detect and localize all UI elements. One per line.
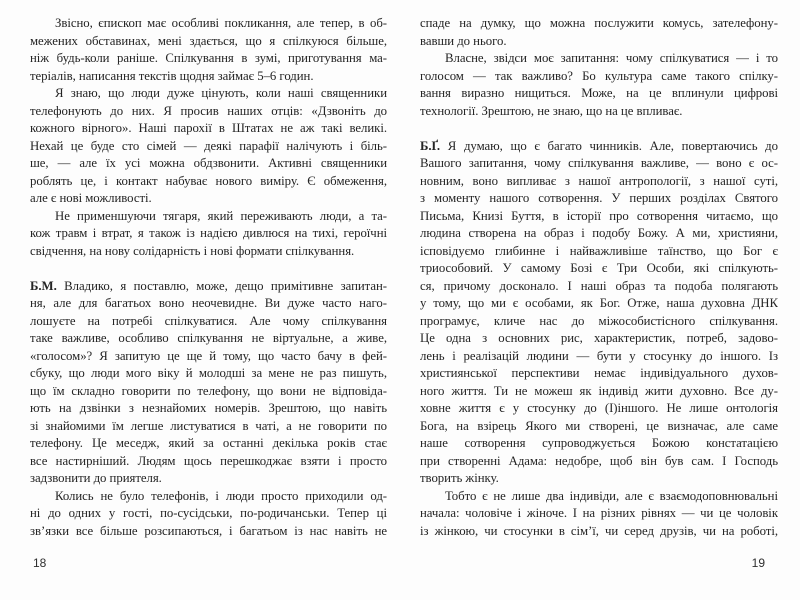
paragraph	[420, 138, 778, 488]
text-line: начала: чоловіче і жіноче. І на різних рівнях — чи це чоловік	[420, 506, 778, 520]
paragraph	[30, 278, 387, 488]
text-line: вання виразно нищиться. Може, на це вплинули цифрові	[420, 86, 778, 100]
page-right-text	[420, 15, 778, 540]
text-line: свідчення, на нову солідарність і нові формати спілкування.	[30, 243, 355, 258]
text-line: з моменту нашого сотворення. У перших розділах Святого	[420, 191, 778, 205]
text-line: ся, причому досконало. І наші образ та подоба полягають	[420, 278, 778, 293]
text-line: ні до одних у гості, по-сусідськи, по-родичанськи. Тепер ці	[30, 506, 387, 520]
speaker-label: Б.М.	[30, 278, 57, 293]
text-line: ніж будь-коли раніше. Спілкування в зумі, приготування ма-	[30, 51, 387, 65]
text-line: програмує, кличе нас до міжособистісного спілкування.	[420, 313, 778, 328]
text-line: але є нові можливості.	[30, 191, 152, 205]
text-line: творить жінку.	[420, 471, 499, 485]
paragraph	[420, 488, 778, 541]
text-line: кож травм і втрат, я також із надією дивлюся на тихі, героїчні	[30, 226, 387, 240]
text-line: Письма, Книзі Буття, в історії про сотворення читаємо, що	[420, 208, 778, 223]
text-line: теріалів, написання текстів щодня займає 5–6 годин.	[30, 68, 314, 83]
text-line: новним, воно випливає з нашої антропології, з нашої суті,	[420, 173, 778, 188]
text-line: роблять це, і контакт набуває нового виміру. Є обмеження,	[30, 173, 387, 188]
text-line: ховне життя є у стосунку до (І)іншого. Не лише онтологія	[420, 401, 778, 415]
paragraph	[30, 208, 387, 261]
text-line: у тому, що ми є особами, як Бог. Отже, наша духовна ДНК	[420, 296, 778, 310]
text-line: християнської перспективи немає індивідуального духов-	[420, 366, 778, 380]
text-line: Б.Ґ. Я думаю, що є багато чинників. Але, повертаючись до	[420, 138, 778, 153]
text-line: ють на дзвінки з незнайомих номерів. Зрештою, що навіть	[30, 401, 387, 415]
speaker-label: Б.Ґ.	[420, 138, 441, 153]
text-line: лень і реалізацій людини — бути у стосунку до іншого. Із	[420, 348, 778, 363]
text-line: ше, — але їх усі можна обдзвонити. Активні священники	[30, 156, 387, 170]
text-line: лошуєте на потребі спілкуватися. Але чому спілкування	[30, 313, 387, 328]
text-line: Вашого запитання, чому спілкування важливе, — воно є ос-	[420, 156, 778, 170]
text-line: Колись не було телефонів, і люди просто приходили од-	[55, 488, 387, 503]
text-line: зі знайомими їм легше листуватися в чаті, а не говорити по	[30, 418, 387, 433]
text-line: Не применшуючи тягаря, який переживають люди, а та-	[55, 208, 387, 223]
text-line: людина створена на образ і подобу Божу. А ми, християни,	[420, 226, 778, 240]
text-line: Нехай це буде сто сімей — деякі парафії налічують і біль-	[30, 138, 387, 153]
page-number-left: 18	[33, 556, 47, 570]
text-line: при створенні Адама: недобре, щоб він був сам. І Господь	[420, 453, 778, 468]
text-line: телефону. Це меседж, який за останні декілька років стає	[30, 436, 387, 450]
page-left	[30, 0, 387, 600]
page-number-right: 19	[751, 556, 765, 570]
paragraph	[420, 50, 778, 120]
text-line: триособовий. У самому Бозі є Три Особи, які спілкують-	[420, 261, 778, 275]
page-right	[420, 0, 778, 600]
text-line: Бога, на взірець Якого ми створені, це визначає, але саме	[420, 418, 778, 433]
text-line: телефонують до них. Я просив наших отців: «Дзвоніть до	[30, 103, 387, 118]
paragraph	[30, 15, 387, 85]
text-line: Тобто є не лише два індивіди, але є взаємодоповнювальні	[445, 488, 778, 503]
text-line: голосом — так важливо? Бо культура саме такого спілку-	[420, 68, 778, 83]
text-line: межених обставинах, мені здається, що я спілкуюся більше,	[30, 33, 387, 48]
text-line: Я знаю, що люди дуже цінують, коли наші священники	[55, 86, 387, 100]
text-line: кожного вірного». Наші парохії в Штатах не аж такі великі.	[30, 121, 387, 135]
text-line: ня, але для багатьох воно неочевидне. Ви дуже часто наго-	[30, 296, 387, 310]
text-line: Власне, звідси моє запитання: чому спілкуватися — і то	[445, 51, 778, 65]
text-line: зв’язки все більше розсипаються, і багатьом із нас навіть не	[30, 523, 387, 538]
paragraph	[420, 15, 778, 50]
text-line: Б.М. Владико, я поставлю, може, дещо примітивне запитан-	[30, 278, 387, 293]
text-line: технології. Зрештою, не знаю, що на це впливає.	[420, 103, 683, 118]
text-line: наше сотворення супроводжується Божою констатацією	[420, 436, 778, 450]
text-line: все настирніший. Людям щось перешкоджає взяти і просто	[30, 453, 387, 468]
text-line: Звісно, єпископ має особливі покликання, але тепер, в об-	[55, 16, 387, 30]
paragraph	[30, 85, 387, 208]
text-line: ісповідуємо глибинне і найважливіше таїнство, що Бог є	[420, 243, 778, 258]
text-line: спаде на думку, що можна послужити комусь, зателефону-	[420, 16, 778, 30]
page-left-text	[30, 15, 387, 540]
text-line: «голосом»? Я запитую це ще й тому, що часто бачу в фей-	[30, 348, 387, 363]
text-line: що їм складно говорити по телефону, що вони не відповіда-	[30, 383, 387, 398]
text-line: таке важливе, особливо спілкування не віртуальне, а живе,	[30, 331, 387, 345]
text-line: вавши до нього.	[420, 33, 507, 48]
text-line: задзвонити до приятеля.	[30, 471, 162, 485]
text-line: Це одна з основних рис, характеристик, потреб, задово-	[420, 331, 778, 345]
text-line: ного життя. Ти не можеш як індивід жити духовно. Все ду-	[420, 383, 778, 398]
text-line: із жінкою, чи стосунки в сім’ї, чи серед друзів, чи на роботі,	[420, 523, 778, 538]
text-line: сбуку, що люди мого віку й молодші за мене не раз пишуть,	[30, 366, 387, 380]
paragraph	[30, 488, 387, 541]
